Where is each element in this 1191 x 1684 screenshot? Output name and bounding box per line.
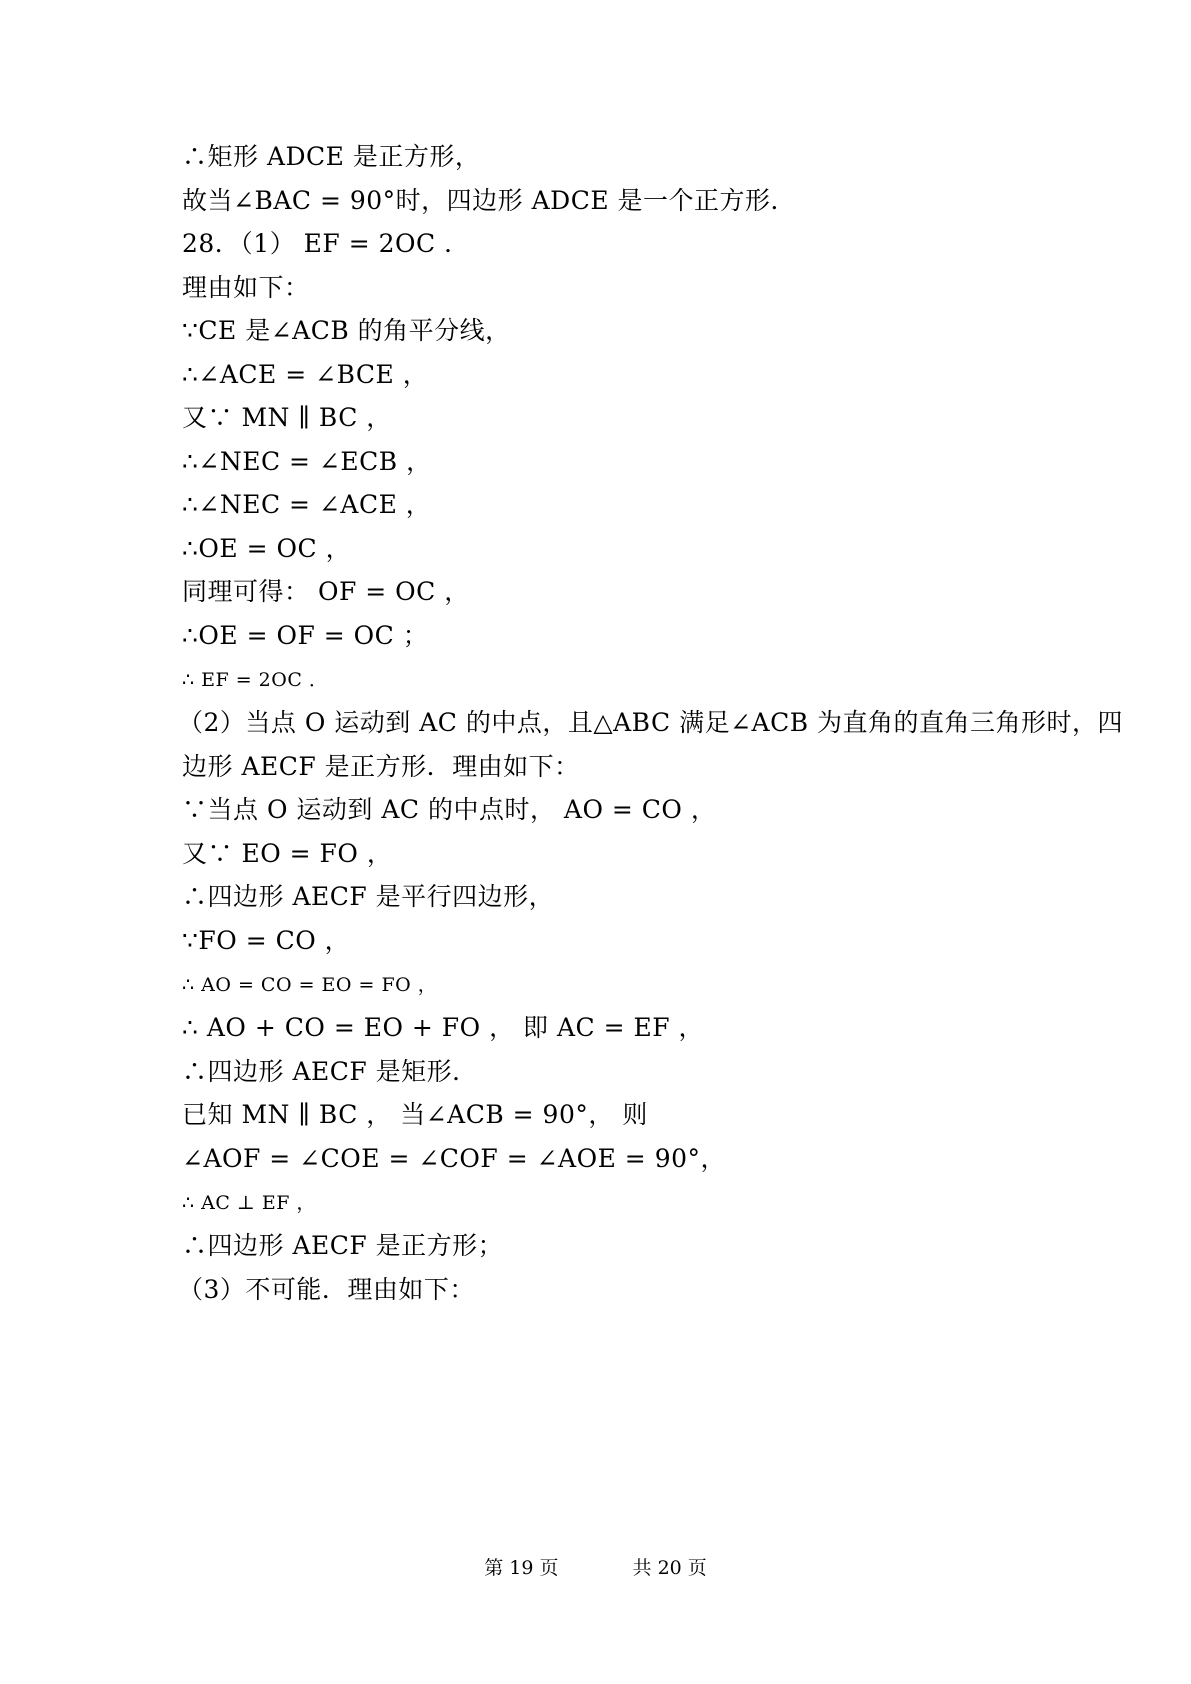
text-line: 已知 MN ∥ BC ， 当∠ACB = 90°， 则 — [182, 1100, 648, 1129]
page-total: 共 20 页 — [632, 1557, 707, 1579]
text-line: 又∵ EO = FO ， — [182, 839, 393, 868]
text-line: ∠AOF = ∠COE = ∠COF = ∠AOE = 90°， — [182, 1144, 727, 1173]
text-line: ∴ EF = 2OC ． — [182, 669, 329, 691]
text-line: ∴∠ACE = ∠BCE ， — [182, 360, 429, 389]
text-line: ∴矩形 ADCE 是正方形， — [182, 142, 481, 171]
text-line: ∵当点 O 运动到 AC 的中点时， AO = CO ， — [182, 795, 717, 824]
text-line: ∴∠NEC = ∠ACE ， — [182, 490, 432, 519]
text-line: 边形 AECF 是正方形．理由如下： — [182, 752, 580, 781]
page-number: 第 19 页 — [484, 1557, 559, 1579]
text-line: ∴OE = OF = OC ； — [182, 621, 429, 650]
page-footer — [0, 1556, 1191, 1580]
text-line: ∴ AO + CO = EO + FO ， 即 AC = EF ， — [182, 1013, 705, 1042]
text-line: ∴ AO = CO = EO = FO ， — [182, 974, 438, 996]
text-line: 28．（1） EF = 2OC ． — [182, 229, 470, 258]
text-line: （2）当点 O 运动到 AC 的中点，且△ABC 满足∠ACB 为直角的直角三角形时，四 — [178, 708, 1124, 737]
text-line: ∴四边形 AECF 是正方形； — [182, 1231, 504, 1260]
text-line: ∴OE = OC ， — [182, 534, 352, 563]
text-line: （3）不可能．理由如下： — [178, 1275, 475, 1304]
text-line: ∵CE 是∠ACB 的角平分线， — [182, 316, 511, 345]
text-line: 又∵ MN ∥ BC ， — [182, 403, 392, 432]
text-line: ∴ AC ⊥ EF ， — [182, 1192, 316, 1214]
text-line: 理由如下： — [182, 273, 310, 302]
text-line: ∴∠NEC = ∠ECB ， — [182, 447, 432, 476]
text-line: ∴四边形 AECF 是平行四边形， — [182, 882, 555, 911]
text-line: 同理可得： OF = OC ， — [182, 577, 470, 606]
text-line: ∵FO = CO ， — [182, 926, 351, 955]
text-line: ∴四边形 AECF 是矩形． — [182, 1057, 478, 1086]
text-line: 故当∠BAC = 90°时，四边形 ADCE 是一个正方形． — [182, 186, 797, 215]
